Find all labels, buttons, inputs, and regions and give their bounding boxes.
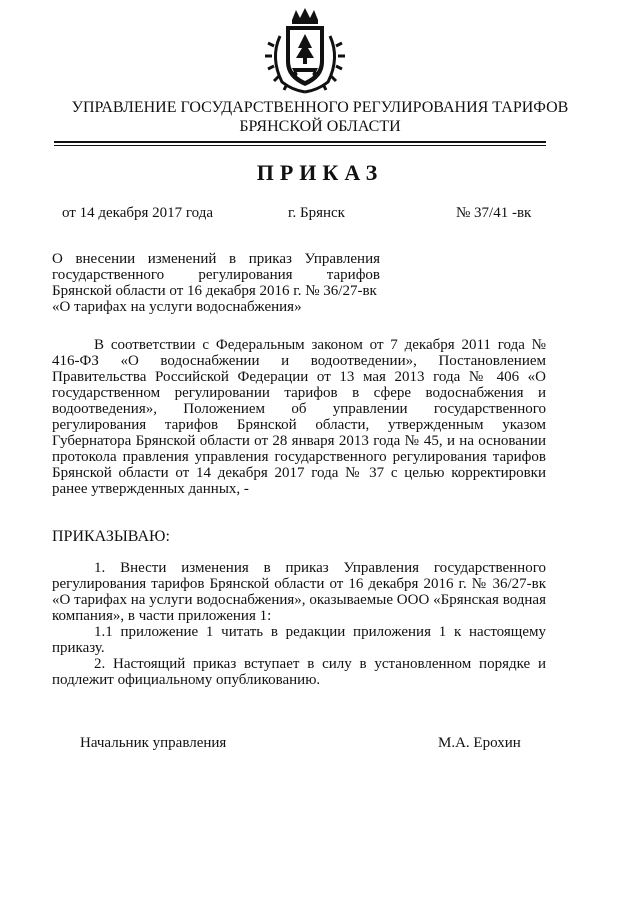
order-item-1: 1. Внести изменения в приказ Управления государственного регулирования тарифов Брянской области от 16 декабря 2016 г. № 36/27-вк «О тарифах на услуги водоснабжения», оказываемые ООО «Брянская водная компания», в части приложения 1: [52,560,546,624]
subject-line: государственного регулирования тарифов [52,267,380,283]
order-items [52,560,546,688]
order-item-2: 2. Настоящий приказ вступает в силу в установленном порядке и подлежит официальному опубликованию. [52,656,546,688]
order-date: от 14 декабря 2017 года [62,205,214,221]
preamble-paragraph: В соответствии с Федеральным законом от 7 декабря 2011 года № 416-ФЗ «О водоснабжении и водоотведении», Постановлением Правительства Российской Федерации от 13 мая 2013 года № 406 «О государственном регулировании тарифов в сфере водоснабжения и водоотведения», Положением об управлении государственного регулирования тарифов Брянской области, утвержденным указом Губернатора Брянской области от 28 января 2013 года № 45, и на основании протокола правления управления государственного регулирования тарифов Брянской области от 14 декабря 2017 года № 37 с целью корректировки ранее утвержденных данных, - [52,337,546,497]
subject-line: О внесении изменений в приказ Управления [52,251,380,267]
document-title: ПРИКАЗ [256,160,384,185]
signatory-name: М.А. Ерохин [438,735,521,751]
subject-line: «О тарифах на услуги водоснабжения» [52,299,302,315]
coat-of-arms-icon [262,6,348,94]
subject-line: Брянской области от 16 декабря 2016 г. № 36/27-вк [52,283,377,299]
org-name-line2: БРЯНСКОЙ ОБЛАСТИ [239,118,401,135]
order-city: г. Брянск [288,205,345,221]
header-rule-thin [54,145,546,146]
org-name-line1: УПРАВЛЕНИЕ ГОСУДАРСТВЕННОГО РЕГУЛИРОВАНИЯ ТАРИФОВ [71,99,569,116]
order-subject [52,251,380,315]
header-rule-thick [54,141,546,143]
signatory-position: Начальник управления [80,735,227,751]
order-item-1-1: 1.1 приложение 1 читать в редакции приложения 1 к настоящему приказу. [52,624,546,656]
order-word: ПРИКАЗЫВАЮ: [52,528,170,545]
order-number: № 37/41 -вк [456,205,532,221]
